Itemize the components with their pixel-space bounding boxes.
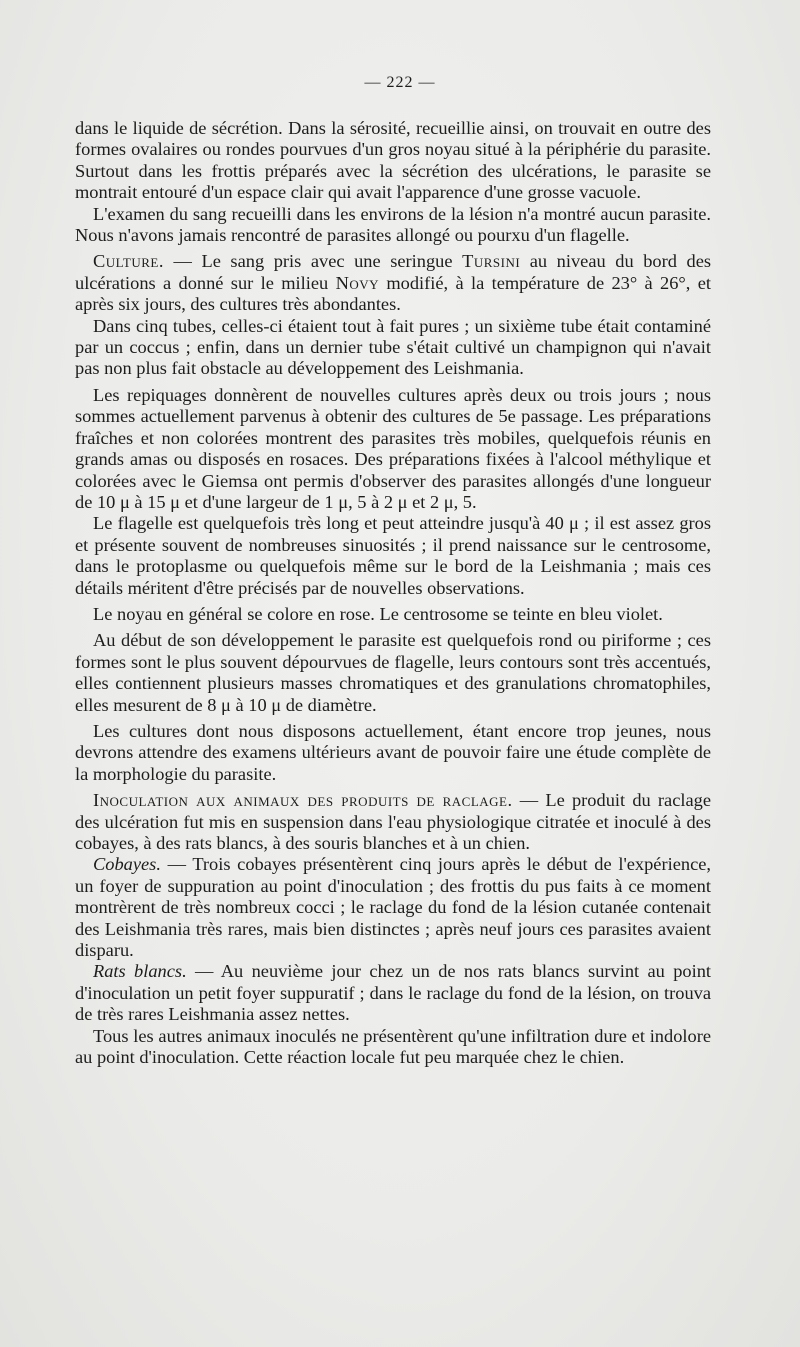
paragraph-noyau: Le noyau en général se colore en rose. Le centrosome se teinte en bleu violet.	[93, 603, 663, 624]
name-tursini: Tursini	[462, 251, 521, 272]
paragraph-debut: Au début de son développement le parasite est quelquefois rond ou piriforme ; ces formes sont le plus souvent dépourvues de flagelle, leurs contours sont très accentués, elles contiennent plusieurs masses chromatiques et des granulations chromatophiles, elles mesurent de 8 μ à 10 μ de diamètre.	[75, 630, 711, 715]
section-heading-inoculation: Inoculation aux animaux des produits de raclage.	[93, 790, 513, 811]
section-heading-culture: Culture.	[93, 251, 164, 272]
page-number: — 222 —	[364, 74, 436, 91]
paragraph-repiquages: Les repiquages donnèrent de nouvelles cultures après deux ou trois jours ; nous sommes actuellement parvenus à obtenir des cultures de 5e passage. Les préparations fraîches et non colorées montrent des parasites très mobiles, quelquefois réunis en grands amas ou disposés en rosaces. Des préparations fixées à l'alcool méthylique et colorées avec le Giemsa ont permis d'observer des parasites allongés d'une longueur de 10 μ à 15 μ et d'une largeur de 1 μ, 5 à 2 μ et 2 μ, 5.	[75, 384, 711, 512]
paragraph-blood-exam: L'examen du sang recueilli dans les environs de la lésion n'a montré aucun parasite. Nous n'avons jamais rencontré de parasites allongé ou pourxu d'un flagelle.	[75, 203, 711, 246]
paragraph-flagelle: Le flagelle est quelquefois très long et peut atteindre jusqu'à 40 μ ; il est assez gros et présente souvent de nombreuses sinuosités ; il prend naissance sur le centrosome, dans le protoplasme ou quelquefois même sur le bord de la Leishmania ; mais ces détails méritent d'être précisés par de nouvelles observations.	[75, 513, 711, 598]
name-novy: Novy	[335, 272, 380, 293]
paragraph-secretion: dans le liquide de sécrétion. Dans la sérosité, recueillie ainsi, on trouvait en outre des formes ovalaires ou rondes pourvues d'un gros noyau situé à la périphérie du parasite. Surtout dans les frottis préparés avec la sécrétion des ulcérations, le parasite se montrait entouré d'un espace clair qui avait l'apparence d'une grosse vacuole.	[75, 118, 711, 203]
paragraph-inoculation: Inoculation aux animaux des produits de raclage. — Le produit du raclage des ulcération fut mis en suspension dans l'eau physiologique citratée et inoculé à des cobayes, à des rats blancs, à des souris blanches et à un chien.	[75, 790, 711, 853]
paragraph-autres-animaux: Tous les autres animaux inoculés ne présentèrent qu'une infiltration dure et indolore au point d'inoculation. Cette réaction locale fut peu marquée chez le chien.	[75, 1025, 711, 1068]
paragraph-culture: Culture. — Le sang pris avec une seringue Tursini au niveau du bord des ulcérations a donné sur le milieu Novy modifié, à la température de 23° à 26°, et après six jours, des cultures très abondantes.	[75, 251, 712, 315]
paragraph-rats-blancs: Rats blancs. — Au neuvième jour chez un de nos rats blancs survint au point d'inoculation un petit foyer suppuratif ; dans le raclage du fond de la lésion, on trouva de très rares Leishmania assez nettes.	[75, 961, 712, 1025]
paragraph-cultures-jeunes: Les cultures dont nous disposons actuellement, étant encore trop jeunes, nous devrons attendre des examens ultérieurs avant de pouvoir faire une étude complète de la morphologie du parasite.	[75, 720, 711, 784]
subheading-rats-blancs: Rats blancs.	[93, 961, 187, 982]
paragraph-tubes: Dans cinq tubes, celles-ci étaient tout à fait pures ; un sixième tube était contaminé par un coccus ; enfin, dans un dernier tube s'était cultivé un champignon qui n'avait pas non plus fait obstacle au développement des Leishmania.	[75, 315, 711, 379]
body-text	[75, 118, 711, 1068]
subheading-cobayes: Cobayes.	[93, 854, 161, 875]
paragraph-cobayes: Cobayes. — Trois cobayes présentèrent cinq jours après le début de l'expérience, un foyer de suppuration au point d'inoculation ; des frottis du pus faits à ce moment montrèrent de très nombreux cocci ; le raclage du fond de la lésion cutanée contenait des Leishmania très rares, mais bien distinctes ; après neuf jours ces parasites avaient disparu.	[75, 854, 711, 961]
